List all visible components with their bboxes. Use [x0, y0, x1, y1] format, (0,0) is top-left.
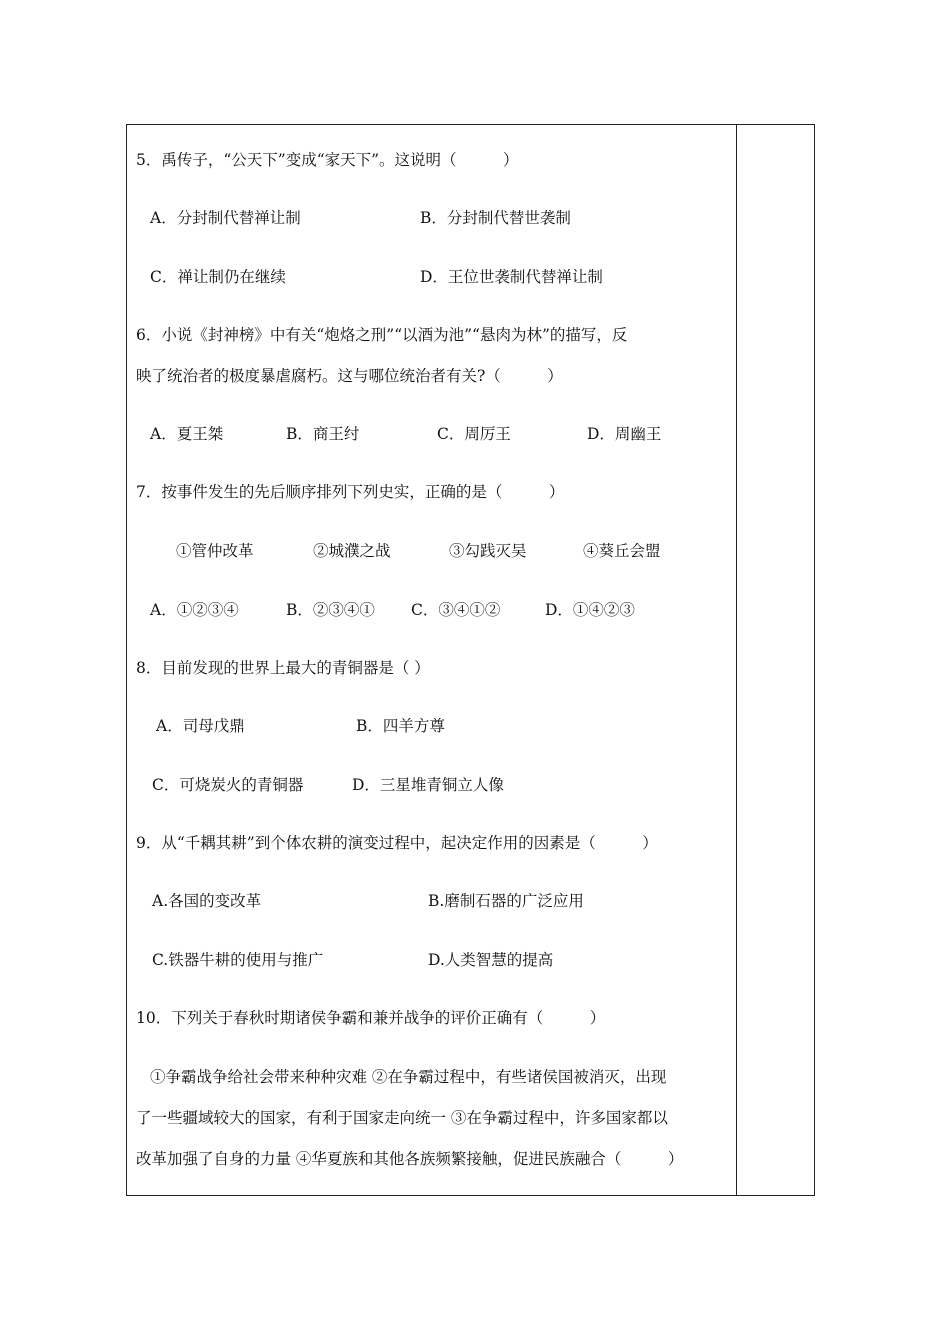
table-column-divider [736, 124, 737, 1196]
q5-option-a: A．分封制代替禅让制 [150, 209, 301, 227]
q10-statement-line3: 改革加强了自身的力量 ④华夏族和其他各族频繁接触，促进民族融合（ ） [136, 1150, 684, 1168]
q8-stem: 8．目前发现的世界上最大的青铜器是（ ） [136, 659, 430, 677]
q8-option-b: B．四羊方尊 [356, 717, 445, 735]
q5-option-b: B．分封制代替世袭制 [420, 209, 571, 227]
q8-option-a: A．司母戊鼎 [156, 717, 245, 735]
q7-event-3: ③勾践灭吴 [449, 542, 527, 560]
q7-option-b: B．②③④① [286, 601, 375, 619]
q5-stem: 5．禹传子，“公天下”变成“家天下”。这说明（ ） [136, 151, 519, 169]
q9-option-c: C.铁器牛耕的使用与推广 [152, 951, 324, 969]
q7-event-2: ②城濮之战 [313, 542, 391, 560]
q8-option-c: C．可烧炭火的青铜器 [152, 776, 304, 794]
q6-option-c: C．周厉王 [437, 425, 511, 443]
q7-option-c: C．③④①② [411, 601, 501, 619]
q9-option-d: D.人类智慧的提高 [428, 951, 554, 969]
q7-option-a: A．①②③④ [150, 601, 239, 619]
q6-option-d: D．周幽王 [587, 425, 662, 443]
q6-option-b: B．商王纣 [286, 425, 360, 443]
q9-option-a: A.各国的变改革 [152, 892, 262, 910]
q10-statement-line2: 了一些疆域较大的国家，有利于国家走向统一 ③在争霸过程中，许多国家都以 [136, 1109, 668, 1127]
q7-option-d: D．①④②③ [545, 601, 635, 619]
q10-stem: 10．下列关于春秋时期诸侯争霸和兼并战争的评价正确有（ ） [136, 1009, 606, 1027]
q7-event-4: ④葵丘会盟 [583, 542, 661, 560]
q8-option-d: D．三星堆青铜立人像 [352, 776, 504, 794]
q7-event-1: ①管仲改革 [176, 542, 254, 560]
q9-stem: 9．从“千耦其耕”到个体农耕的演变过程中，起决定作用的因素是（ ） [136, 834, 658, 852]
q10-statement-line1: ①争霸战争给社会带来种种灾难 ②在争霸过程中，有些诸侯国被消灭，出现 [150, 1068, 667, 1086]
q9-option-b: B.磨制石器的广泛应用 [428, 892, 584, 910]
q6-stem-line2: 映了统治者的极度暴虐腐朽。这与哪位统治者有关?（ ） [136, 367, 563, 385]
q7-stem: 7．按事件发生的先后顺序排列下列史实，正确的是（ ） [136, 483, 565, 501]
q5-option-c: C．禅让制仍在继续 [150, 268, 286, 286]
q6-option-a: A．夏王桀 [150, 425, 224, 443]
q6-stem-line1: 6．小说《封神榜》中有关“炮烙之刑”“以酒为池”“悬肉为林”的描写，反 [136, 326, 628, 344]
q5-option-d: D．王位世袭制代替禅让制 [420, 268, 603, 286]
